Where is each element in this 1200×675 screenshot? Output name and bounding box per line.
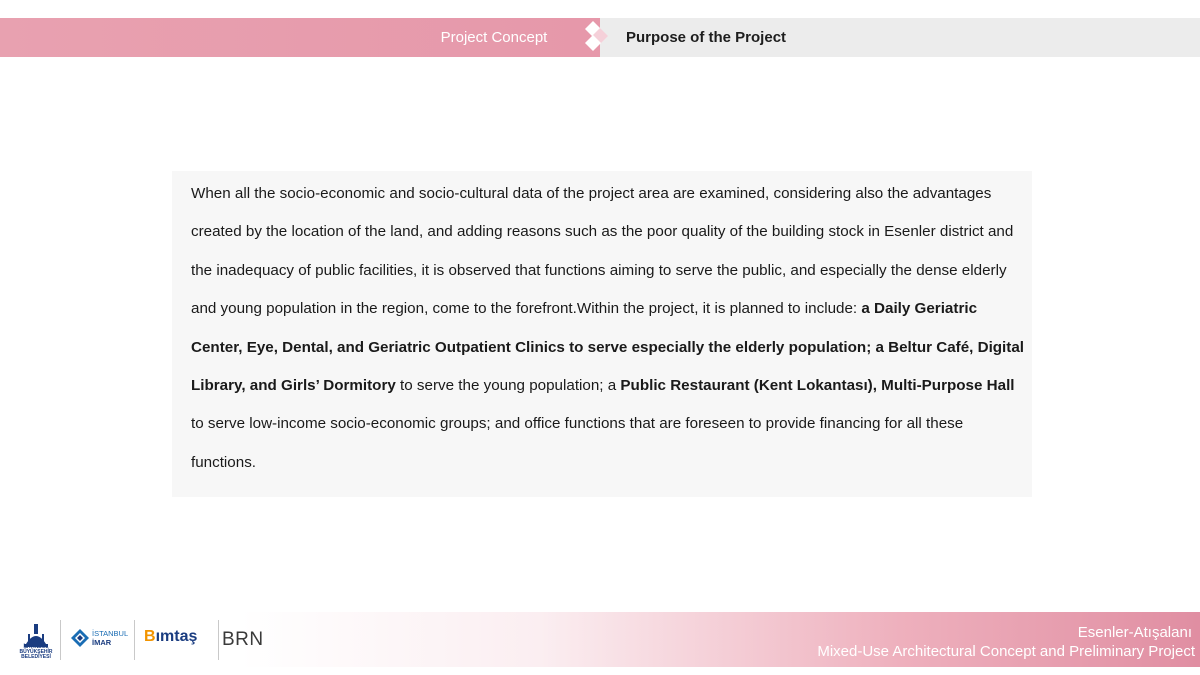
section-label: Project Concept [440,29,548,46]
istanbul-imar-logo-icon [70,628,90,648]
brn-logo: BRN [222,629,264,650]
content-box [172,171,1032,497]
ibb-logo-text: İSTANBUL BÜYÜKŞEHİR BELEDİYESİ [19,644,53,660]
logo-divider [60,620,61,660]
project-title-line2: Mixed-Use Architectural Concept and Preliminary Project [817,643,1195,660]
imar-logo-line1: İSTANBUL [92,629,129,638]
footer-bar [0,612,1200,667]
imar-logo-line2: İMAR [92,638,112,647]
purpose-paragraph [191,175,1026,482]
bimtas-logo-b: B [144,628,156,645]
paragraph-bold-1: a Daily Geriatric Center, Eye, Dental, and Geriatric Outpatient Clinics to serve especially the elderly population; a Beltur Café, Digital Library, and Girls’ Dormitory [191,300,1025,395]
project-title-line1: Esenler-Atışalanı [1077,624,1192,641]
bimtas-logo [144,628,197,646]
page-title: Purpose of the Project [626,29,787,46]
paragraph-text-2: to serve the young population; a [395,377,621,395]
paragraph-bold-2: Public Restaurant (Kent Lokantası), Multi-Purpose Hall [620,377,1015,395]
logo-divider [134,620,135,660]
paragraph-text-1: When all the socio-economic and socio-cultural data of the project area are examined, considering also the advantages created by the location of the land, and adding reasons such as the poor quality of the building stock in Esenler district and the inadequacy of public facilities, it is observed that functions aiming to serve the public, and especially the dense elderly and young population in the region, come to the forefront.Within the project, it is planned to include: [191,185,1014,318]
paragraph-text-3: to serve low-income socio-economic groups; and office functions that are foreseen to provide financing for all these functions. [191,415,964,471]
logo-divider [218,620,219,660]
diamond-divider-icon [583,19,617,53]
bimtas-logo-rest: ımtaş [155,628,198,645]
